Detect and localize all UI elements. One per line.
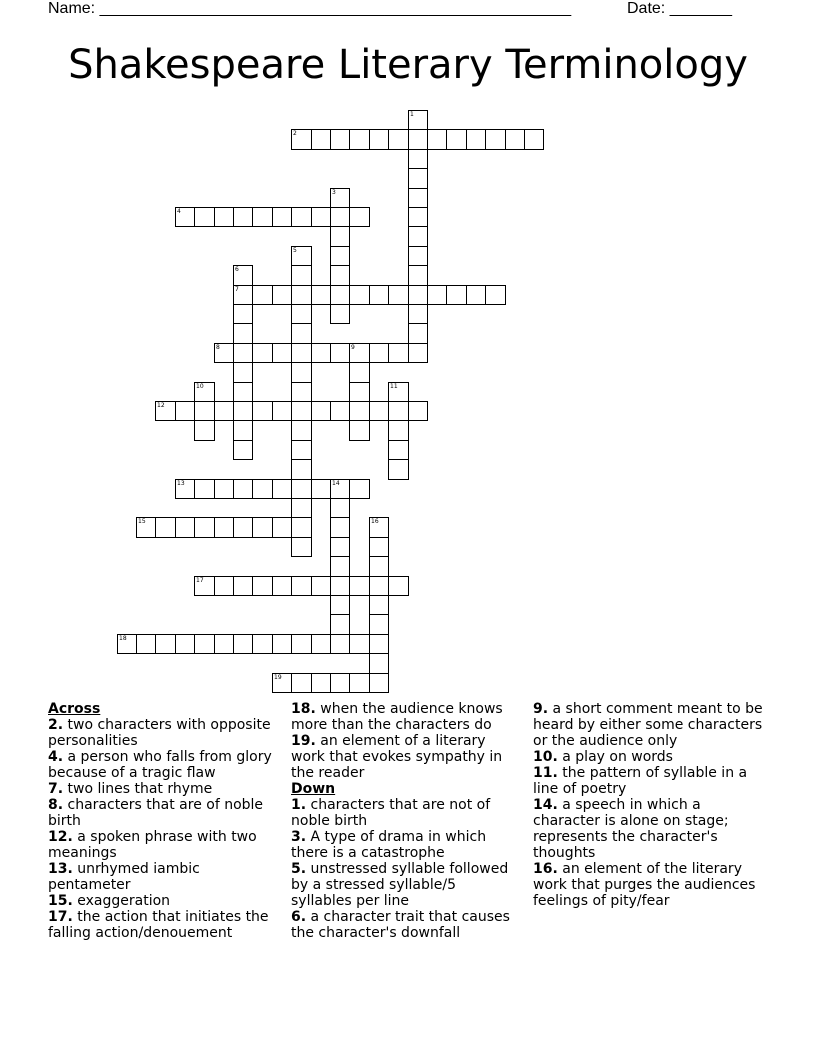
crossword-cell[interactable] <box>369 129 389 150</box>
crossword-cell[interactable] <box>330 265 350 286</box>
crossword-cell[interactable] <box>194 420 215 441</box>
clue-number: 16. <box>533 861 558 877</box>
crossword-cell[interactable] <box>330 517 350 538</box>
clues-column-1 <box>48 701 276 941</box>
crossword-cell[interactable] <box>388 382 409 402</box>
crossword-cell[interactable] <box>272 479 292 499</box>
crossword-cell[interactable] <box>272 673 292 693</box>
crossword-cell[interactable] <box>330 129 350 150</box>
crossword-cell[interactable] <box>291 362 312 383</box>
crossword-cell[interactable] <box>330 285 350 305</box>
clue-down-6 <box>291 909 521 941</box>
down-heading: Down <box>291 781 336 797</box>
clue-text: characters that are of noble birth <box>48 797 264 829</box>
clue-text: the action that initiates the falling action/denouement <box>48 909 269 941</box>
page-title: Shakespeare Literary Terminology <box>68 42 748 88</box>
crossword-cell[interactable] <box>291 479 312 499</box>
clue-number: 3. <box>291 829 307 845</box>
crossword-cell[interactable] <box>330 304 350 324</box>
crossword-cell[interactable] <box>369 343 389 363</box>
crossword-cell[interactable] <box>252 285 273 305</box>
crossword-cell[interactable] <box>369 673 389 693</box>
crossword-cell[interactable] <box>291 498 312 518</box>
clues-column-2 <box>291 701 521 941</box>
crossword-cell[interactable] <box>291 576 312 596</box>
crossword-cell[interactable] <box>408 401 428 421</box>
crossword-cell[interactable] <box>291 459 312 480</box>
crossword-cell[interactable] <box>233 323 253 344</box>
crossword-cell-number: 4 <box>177 208 181 215</box>
crossword-cell[interactable] <box>155 517 176 538</box>
clue-text: unrhymed iambic pentameter <box>48 861 200 893</box>
crossword-cell[interactable] <box>349 673 370 693</box>
crossword-cell-number: 1 <box>410 111 414 118</box>
crossword-cell[interactable] <box>427 129 447 150</box>
crossword-cell-number: 9 <box>351 344 355 351</box>
crossword-cell[interactable] <box>408 265 428 286</box>
crossword-cell[interactable] <box>233 382 253 402</box>
clue-down-9 <box>533 701 769 749</box>
clue-down-10 <box>533 749 769 765</box>
crossword-cell[interactable] <box>330 479 350 499</box>
crossword-cell[interactable] <box>446 285 467 305</box>
crossword-cell[interactable] <box>369 634 389 654</box>
clue-down-11 <box>533 765 769 797</box>
clue-text: a short comment meant to be heard by either some characters or the audience only <box>533 701 763 749</box>
crossword-cell[interactable] <box>233 362 253 383</box>
crossword-cell[interactable] <box>330 537 350 557</box>
crossword-cell[interactable] <box>272 517 292 538</box>
crossword-cell[interactable] <box>194 634 215 654</box>
clue-number: 4. <box>48 749 64 765</box>
crossword-cell[interactable] <box>233 479 253 499</box>
crossword-cell[interactable] <box>272 285 292 305</box>
crossword-cell[interactable] <box>291 673 312 693</box>
crossword-cell[interactable] <box>233 634 253 654</box>
crossword-cell[interactable] <box>349 576 370 596</box>
clue-number: 1. <box>291 797 307 813</box>
crossword-cell[interactable] <box>194 576 215 596</box>
crossword-cell[interactable] <box>291 246 312 266</box>
crossword-cell-number: 8 <box>216 344 220 351</box>
crossword-cell[interactable] <box>349 634 370 654</box>
crossword-cell[interactable] <box>252 634 273 654</box>
crossword-cell[interactable] <box>369 576 389 596</box>
clue-number: 11. <box>533 765 558 781</box>
clue-number: 6. <box>291 909 307 925</box>
crossword-cell[interactable] <box>369 556 389 577</box>
crossword-cell[interactable] <box>349 479 370 499</box>
crossword-cell[interactable] <box>349 129 370 150</box>
clue-down-5 <box>291 861 521 909</box>
crossword-cell[interactable] <box>291 285 312 305</box>
crossword-cell[interactable] <box>175 634 195 654</box>
crossword-cell[interactable] <box>291 343 312 363</box>
crossword-cell[interactable] <box>136 634 156 654</box>
crossword-cell[interactable] <box>194 382 215 402</box>
crossword-cell[interactable] <box>330 595 350 615</box>
clue-number: 2. <box>48 717 64 733</box>
crossword-cell-number: 13 <box>177 480 185 487</box>
crossword-cell[interactable] <box>369 653 389 674</box>
date-field-label[interactable]: Date: _______ <box>627 0 732 17</box>
crossword-cell[interactable] <box>330 576 350 596</box>
crossword-cell[interactable] <box>311 129 331 150</box>
crossword-cell[interactable] <box>388 576 409 596</box>
crossword-cell[interactable] <box>175 401 195 421</box>
clue-text: an element of the literary work that purges the audiences feelings of pity/fear <box>533 861 756 909</box>
crossword-cell[interactable] <box>272 207 292 227</box>
crossword-cell[interactable] <box>291 634 312 654</box>
crossword-cell-number: 12 <box>157 402 165 409</box>
clues-column-3 <box>533 701 769 909</box>
clue-text: a play on words <box>557 749 673 765</box>
crossword-cell[interactable] <box>388 459 409 480</box>
crossword-cell[interactable] <box>155 634 176 654</box>
crossword-cell[interactable] <box>369 595 389 615</box>
crossword-cell[interactable] <box>291 265 312 286</box>
crossword-cell[interactable] <box>311 343 331 363</box>
crossword-cell[interactable] <box>194 401 215 421</box>
crossword-cell[interactable] <box>291 323 312 344</box>
clue-text: unstressed syllable followed by a stressed syllable/5 syllables per line <box>291 861 509 909</box>
crossword-cell[interactable] <box>408 129 428 150</box>
crossword-cell[interactable] <box>291 401 312 421</box>
clue-text: an element of a literary work that evokes sympathy in the reader <box>291 733 503 781</box>
crossword-cell-number: 3 <box>332 189 336 196</box>
crossword-cell[interactable] <box>175 207 195 227</box>
crossword-cell[interactable] <box>330 614 350 635</box>
crossword-cell[interactable] <box>388 401 409 421</box>
clue-text: exaggeration <box>72 893 171 909</box>
crossword-cell[interactable] <box>214 479 234 499</box>
crossword-cell[interactable] <box>233 285 253 305</box>
clue-number: 12. <box>48 829 73 845</box>
clue-text: two lines that rhyme <box>63 781 213 797</box>
crossword-cell[interactable] <box>233 304 253 324</box>
clue-across-7 <box>48 781 276 797</box>
clue-number: 8. <box>48 797 64 813</box>
clue-number: 13. <box>48 861 73 877</box>
crossword-cell[interactable] <box>175 517 195 538</box>
crossword-cell[interactable] <box>524 129 544 150</box>
clue-down-14 <box>533 797 769 861</box>
crossword-cell[interactable] <box>311 285 331 305</box>
clue-across-13 <box>48 861 276 893</box>
crossword-cell[interactable] <box>408 323 428 344</box>
crossword-cell[interactable] <box>272 401 292 421</box>
clue-text: two characters with opposite personalities <box>48 717 271 749</box>
crossword-cell[interactable] <box>330 207 350 227</box>
crossword-cell[interactable] <box>408 246 428 266</box>
crossword-cell[interactable] <box>446 129 467 150</box>
crossword-cell[interactable] <box>214 401 234 421</box>
clue-number: 9. <box>533 701 549 717</box>
crossword-cell[interactable] <box>408 343 428 363</box>
clue-across-15 <box>48 893 276 909</box>
crossword-cell[interactable] <box>272 576 292 596</box>
crossword-cell[interactable] <box>408 149 428 169</box>
crossword-cell[interactable] <box>291 304 312 324</box>
crossword-cell[interactable] <box>252 576 273 596</box>
across-heading: Across <box>48 701 101 717</box>
crossword-cell-number: 2 <box>293 130 297 137</box>
crossword-cell[interactable] <box>388 420 409 441</box>
crossword-cell[interactable] <box>369 614 389 635</box>
crossword-cell[interactable] <box>466 129 486 150</box>
crossword-cell[interactable] <box>408 168 428 189</box>
clue-text: a person who falls from glory because of a tragic flaw <box>48 749 272 781</box>
crossword-cell[interactable] <box>291 207 312 227</box>
crossword-cell-number: 6 <box>235 266 239 273</box>
clue-across-18 <box>291 701 521 733</box>
crossword-cell[interactable] <box>272 634 292 654</box>
crossword-cell[interactable] <box>233 265 253 286</box>
crossword-cell-number: 5 <box>293 247 297 254</box>
crossword-cell[interactable] <box>194 207 215 227</box>
crossword-cell[interactable] <box>408 207 428 227</box>
crossword-cell[interactable] <box>349 343 370 363</box>
crossword-cell[interactable] <box>408 285 428 305</box>
crossword-cell[interactable] <box>408 304 428 324</box>
clue-across-17 <box>48 909 276 941</box>
crossword-cell[interactable] <box>330 246 350 266</box>
clue-number: 14. <box>533 797 558 813</box>
crossword-cell[interactable] <box>369 517 389 538</box>
clue-across-2 <box>48 717 276 749</box>
crossword-cell-number: 18 <box>119 635 127 642</box>
crossword-cell[interactable] <box>485 285 506 305</box>
crossword-cell[interactable] <box>330 634 350 654</box>
crossword-cell[interactable] <box>233 517 253 538</box>
clue-text: a spoken phrase with two meanings <box>48 829 257 861</box>
crossword-cell[interactable] <box>214 517 234 538</box>
clue-across-19 <box>291 733 521 781</box>
crossword-cell[interactable] <box>349 207 370 227</box>
crossword-cell[interactable] <box>291 420 312 441</box>
crossword-cell[interactable] <box>214 634 234 654</box>
clue-across-12 <box>48 829 276 861</box>
crossword-cell[interactable] <box>233 207 253 227</box>
crossword-cell[interactable] <box>291 517 312 538</box>
crossword-cell[interactable] <box>233 440 253 460</box>
crossword-cell[interactable] <box>330 401 350 421</box>
crossword-cell[interactable] <box>214 576 234 596</box>
crossword-cell[interactable] <box>252 207 273 227</box>
crossword-cell[interactable] <box>155 401 176 421</box>
crossword-cell[interactable] <box>349 401 370 421</box>
crossword-cell[interactable] <box>311 401 331 421</box>
crossword-cell[interactable] <box>214 207 234 227</box>
crossword-cell[interactable] <box>117 634 137 654</box>
crossword-cell[interactable] <box>136 517 156 538</box>
crossword-cell[interactable] <box>505 129 525 150</box>
crossword-cell[interactable] <box>214 343 234 363</box>
crossword-cell[interactable] <box>233 401 253 421</box>
crossword-cell[interactable] <box>252 517 273 538</box>
clue-across-8 <box>48 797 276 829</box>
crossword-cell-number: 16 <box>371 518 379 525</box>
crossword-cell[interactable] <box>408 226 428 247</box>
clue-number: 19. <box>291 733 316 749</box>
crossword-cell[interactable] <box>194 479 215 499</box>
clue-text: when the audience knows more than the characters do <box>291 701 503 733</box>
crossword-cell[interactable] <box>349 362 370 383</box>
crossword-cell[interactable] <box>311 479 331 499</box>
crossword-cell[interactable] <box>291 129 312 150</box>
clue-down-1 <box>291 797 521 829</box>
crossword-cell[interactable] <box>311 634 331 654</box>
crossword-cell[interactable] <box>175 479 195 499</box>
crossword-cell[interactable] <box>369 537 389 557</box>
crossword-cell[interactable] <box>330 498 350 518</box>
clue-text: the pattern of syllable in a line of poetry <box>533 765 748 797</box>
crossword-cell-number: 17 <box>196 577 204 584</box>
crossword-cell[interactable] <box>369 401 389 421</box>
crossword-cell[interactable] <box>330 188 350 208</box>
crossword-cell[interactable] <box>330 343 350 363</box>
crossword-cell[interactable] <box>233 420 253 441</box>
clue-number: 15. <box>48 893 73 909</box>
crossword-cell[interactable] <box>291 440 312 460</box>
name-field-label[interactable]: Name: _____________________________________________________ <box>48 0 572 17</box>
crossword-cell[interactable] <box>272 343 292 363</box>
crossword-cell[interactable] <box>252 479 273 499</box>
crossword-cell[interactable] <box>311 576 331 596</box>
clue-text: a character trait that causes the character's downfall <box>291 909 510 941</box>
crossword-cell[interactable] <box>349 285 370 305</box>
crossword-cell-number: 14 <box>332 480 340 487</box>
clue-across-4 <box>48 749 276 781</box>
crossword-cell[interactable] <box>291 382 312 402</box>
clue-number: 10. <box>533 749 558 765</box>
clue-number: 18. <box>291 701 316 717</box>
clue-down-3 <box>291 829 521 861</box>
crossword-cell[interactable] <box>291 537 312 557</box>
clue-number: 17. <box>48 909 73 925</box>
crossword-cell[interactable] <box>408 188 428 208</box>
clue-number: 5. <box>291 861 307 877</box>
crossword-cell[interactable] <box>369 285 389 305</box>
crossword-cell[interactable] <box>233 343 253 363</box>
crossword-cell[interactable] <box>233 576 253 596</box>
clue-down-16 <box>533 861 769 909</box>
crossword-cell-number: 19 <box>274 674 282 681</box>
crossword-cell-number: 11 <box>390 383 398 390</box>
crossword-cell[interactable] <box>388 285 409 305</box>
crossword-cell[interactable] <box>408 110 428 130</box>
crossword-cell[interactable] <box>485 129 506 150</box>
crossword-cell[interactable] <box>330 556 350 577</box>
crossword-cell[interactable] <box>349 420 370 441</box>
crossword-cell-number: 15 <box>138 518 146 525</box>
crossword-cell[interactable] <box>194 517 215 538</box>
crossword-cell-number: 10 <box>196 383 204 390</box>
crossword-cell-number: 7 <box>235 286 239 293</box>
clue-text: A type of drama in which there is a catastrophe <box>291 829 487 861</box>
crossword-cell[interactable] <box>330 226 350 247</box>
crossword-cell[interactable] <box>388 440 409 460</box>
crossword-cell[interactable] <box>388 129 409 150</box>
crossword-cell[interactable] <box>311 207 331 227</box>
clue-text: characters that are not of noble birth <box>291 797 491 829</box>
crossword-cell[interactable] <box>252 343 273 363</box>
crossword-cell[interactable] <box>388 343 409 363</box>
crossword-cell[interactable] <box>311 673 331 693</box>
crossword-cell[interactable] <box>427 285 447 305</box>
crossword-cell[interactable] <box>349 382 370 402</box>
clue-number: 7. <box>48 781 64 797</box>
crossword-cell[interactable] <box>252 401 273 421</box>
crossword-cell[interactable] <box>330 673 350 693</box>
crossword-cell[interactable] <box>466 285 486 305</box>
clue-text: a speech in which a character is alone on stage; represents the character's thoughts <box>533 797 729 861</box>
